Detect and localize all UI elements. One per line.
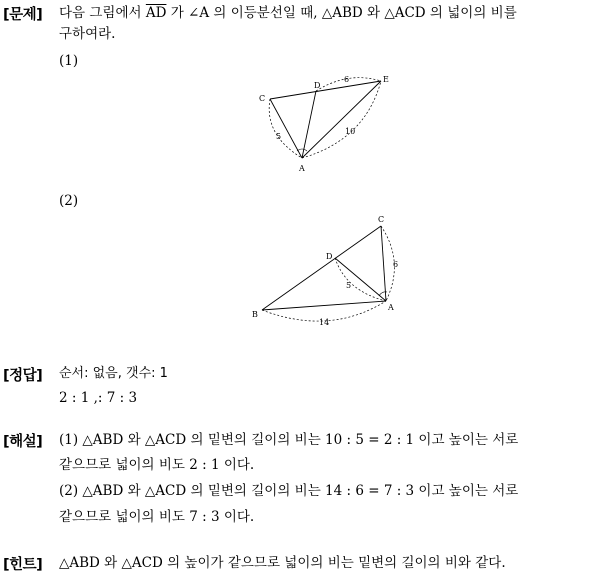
problem-text-a: 다음 그림에서 — [59, 5, 146, 21]
fig2-segment-ca — [381, 226, 386, 301]
subproblem-1-label: (1) — [59, 53, 79, 69]
solution-line-3: (2) △ABD 와 △ACD 의 밑변의 길이의 비는 14 : 6 = 7 : 3 이고 높이는 서로 — [59, 483, 519, 499]
fig2-segment-da — [335, 258, 386, 301]
fig2-label-d: D — [326, 252, 333, 261]
fig1-length-ca: 5 — [276, 132, 282, 141]
fig1-length-de: 6 — [344, 75, 350, 84]
fig2-label-a: A — [388, 303, 394, 312]
solution-line-4: 같으므로 넓이의 비도 7 : 3 이다. — [59, 509, 255, 525]
fig2-label-b: B — [252, 310, 258, 319]
fig1-label-e: E — [383, 75, 389, 84]
solution-line-1: (1) △ABD 와 △ACD 의 밑변의 길이의 비는 10 : 5 = 2 : 1 이고 높이는 서로 — [59, 432, 519, 448]
solution-tag: [해설] — [3, 434, 43, 450]
fig2-length-ba: 14 — [319, 318, 330, 327]
hint-tag: [힌트] — [3, 557, 43, 573]
fig1-label-c: C — [259, 94, 266, 103]
problem-text-b: 가 ∠A 의 이등분선일 때, △ABD 와 △ACD 의 넓이의 비를 — [166, 5, 517, 21]
fig1-label-a: A — [299, 164, 305, 173]
problem-tag: [문제] — [3, 7, 43, 23]
problem-line-2: 구하여라. — [59, 26, 116, 42]
solution-line-2: 같으므로 넓이의 비도 2 : 1 이다. — [59, 457, 255, 473]
segment-ad: $\overline{AD}$ — [145, 5, 167, 21]
fig2-segment-bc — [262, 226, 381, 310]
fig2-label-c: C — [378, 215, 385, 224]
fig2-length-da: 5 — [346, 281, 352, 290]
subproblem-2-label: (2) — [59, 193, 79, 209]
fig2-segment-ba — [262, 301, 386, 310]
fig2-length-ca: 6 — [393, 260, 399, 269]
fig1-length-ae: 10 — [345, 127, 356, 136]
hint-text: △ABD 와 △ACD 의 높이가 같으므로 넓이의 비는 밑변의 길이의 비와 같다. — [59, 555, 506, 571]
fig1-label-d: D — [314, 81, 321, 90]
answer-meta: 순서: 없음, 갯수: 1 — [59, 366, 168, 381]
answer-value: 2 : 1 ,: 7 : 3 — [59, 390, 138, 406]
answer-tag: [정답] — [3, 368, 43, 384]
